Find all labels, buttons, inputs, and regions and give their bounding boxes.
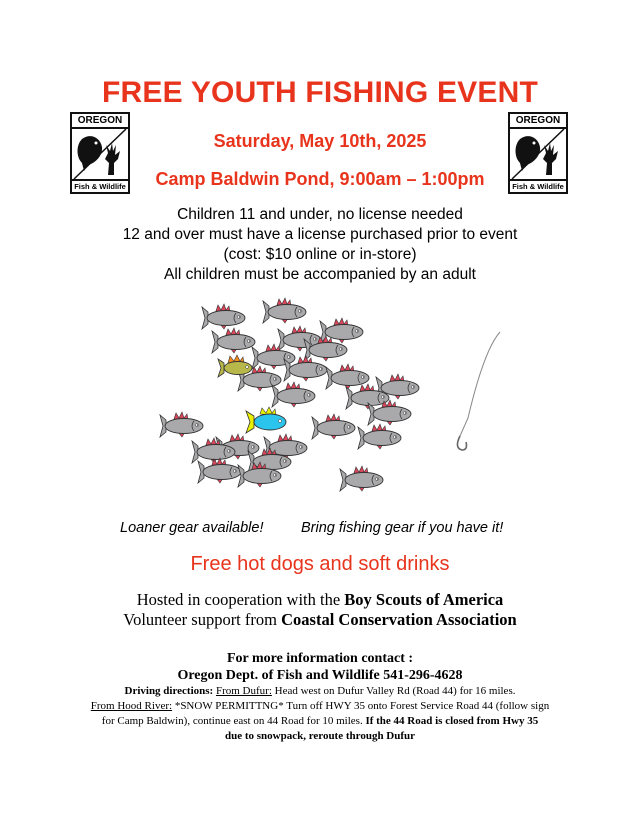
bring-gear-note: Bring fishing gear if you have it! bbox=[301, 520, 504, 536]
directions-dufur bbox=[70, 684, 570, 699]
info-line: 12 and over must have a license purchased prior to event bbox=[122, 226, 518, 243]
contact-heading: For more information contact : bbox=[226, 651, 414, 666]
info-line: All children must be accompanied by an adult bbox=[164, 266, 476, 283]
loaner-gear-note: Loaner gear available! bbox=[120, 520, 264, 536]
orange-fish-icon bbox=[218, 355, 252, 377]
directions-hood-river bbox=[70, 699, 570, 714]
from-hood-text: *SNOW PERMITTNG* Turn off HWY 35 onto Forest Service Road 44 (follow sign bbox=[172, 700, 550, 712]
host-line-cca bbox=[0, 610, 640, 630]
host-prefix: Hosted in cooperation with the bbox=[136, 590, 345, 609]
host-org-cca: Coastal Conservation Association bbox=[281, 610, 517, 629]
volunteer-prefix: Volunteer support from bbox=[123, 610, 282, 629]
logo-bottom-text: Fish & Wildlife bbox=[72, 179, 128, 192]
closure-note-1: If the 44 Road is closed from Hwy 35 bbox=[365, 715, 539, 727]
contact-org-phone: Oregon Dept. of Fish and Wildlife 541-296-4628 bbox=[177, 668, 463, 683]
event-title: FREE YOUTH FISHING EVENT bbox=[102, 76, 538, 109]
from-hood-text-2: for Camp Baldwin), continue east on 44 Road for 10 miles. bbox=[101, 715, 366, 727]
info-line: (cost: $10 online or in-store) bbox=[223, 246, 417, 263]
logo-bottom-text: Fish & Wildlife bbox=[510, 179, 566, 192]
from-dufur-text: Head west on Dufur Valley Rd (Road 44) for 16 miles. bbox=[271, 685, 516, 697]
free-food-note: Free hot dogs and soft drinks bbox=[190, 553, 450, 575]
closure-note-2: due to snowpack, reroute through Dufur bbox=[224, 730, 416, 742]
from-dufur-label: From Dufur: bbox=[215, 685, 272, 697]
info-line: Children 11 and under, no license needed bbox=[177, 206, 463, 223]
fish-hook-icon bbox=[457, 436, 466, 450]
fish-school-illustration bbox=[150, 290, 520, 502]
event-location-time: Camp Baldwin Pond, 9:00am – 1:00pm bbox=[155, 169, 485, 189]
logo-top-text: OREGON bbox=[510, 114, 566, 129]
directions-closure bbox=[70, 729, 570, 744]
blue-fish-icon bbox=[246, 407, 286, 433]
from-hood-label: From Hood River: bbox=[90, 700, 173, 712]
event-date: Saturday, May 10th, 2025 bbox=[213, 131, 427, 151]
directions-label: Driving directions: bbox=[124, 685, 214, 697]
host-line-scouts bbox=[0, 590, 640, 610]
logo-top-text: OREGON bbox=[72, 114, 128, 129]
directions-hood-river-cont bbox=[70, 714, 570, 729]
host-org-scouts: Boy Scouts of America bbox=[344, 590, 504, 609]
